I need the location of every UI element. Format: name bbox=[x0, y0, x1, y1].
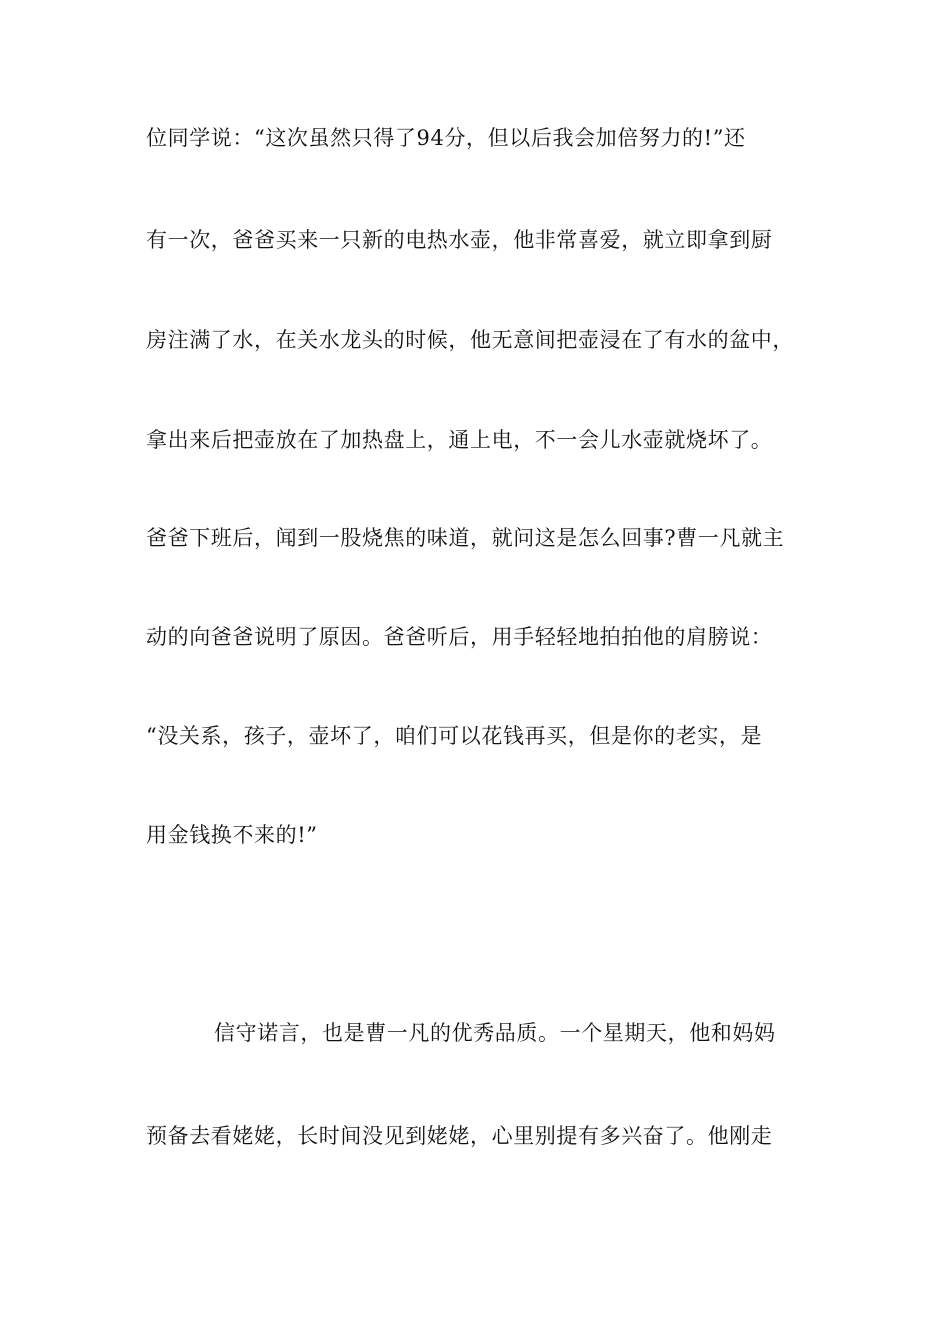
paragraph-line: 用金钱换不来的!” bbox=[146, 823, 318, 847]
paragraph-line: 房注满了水，在关水龙头的时候，他无意间把壶浸在了有水的盆中， bbox=[146, 328, 794, 352]
paragraph-line: 位同学说：“这次虽然只得了94分，但以后我会加倍努力的!”还 bbox=[146, 126, 746, 150]
paragraph-first-line: 信守诺言，也是曹一凡的优秀品质。一个星期天，他和妈妈 bbox=[214, 1021, 776, 1045]
paragraph-line: 动的向爸爸说明了原因。爸爸听后，用手轻轻地拍拍他的肩膀说： bbox=[146, 625, 773, 649]
paragraph-line: “没关系，孩子，壶坏了，咱们可以花钱再买，但是你的老实，是 bbox=[146, 724, 763, 748]
paragraph-line: 拿出来后把壶放在了加热盘上，通上电，不一会儿水壶就烧坏了。 bbox=[146, 428, 773, 452]
paragraph-line: 预备去看姥姥，长时间没见到姥姥，心里别提有多兴奋了。他刚走 bbox=[146, 1124, 773, 1148]
paragraph-line: 爸爸下班后，闻到一股烧焦的味道，就问这是怎么回事?曹一凡就主 bbox=[146, 526, 785, 550]
paragraph-line: 有一次，爸爸买来一只新的电热水壶，他非常喜爱，就立即拿到厨 bbox=[146, 228, 773, 252]
